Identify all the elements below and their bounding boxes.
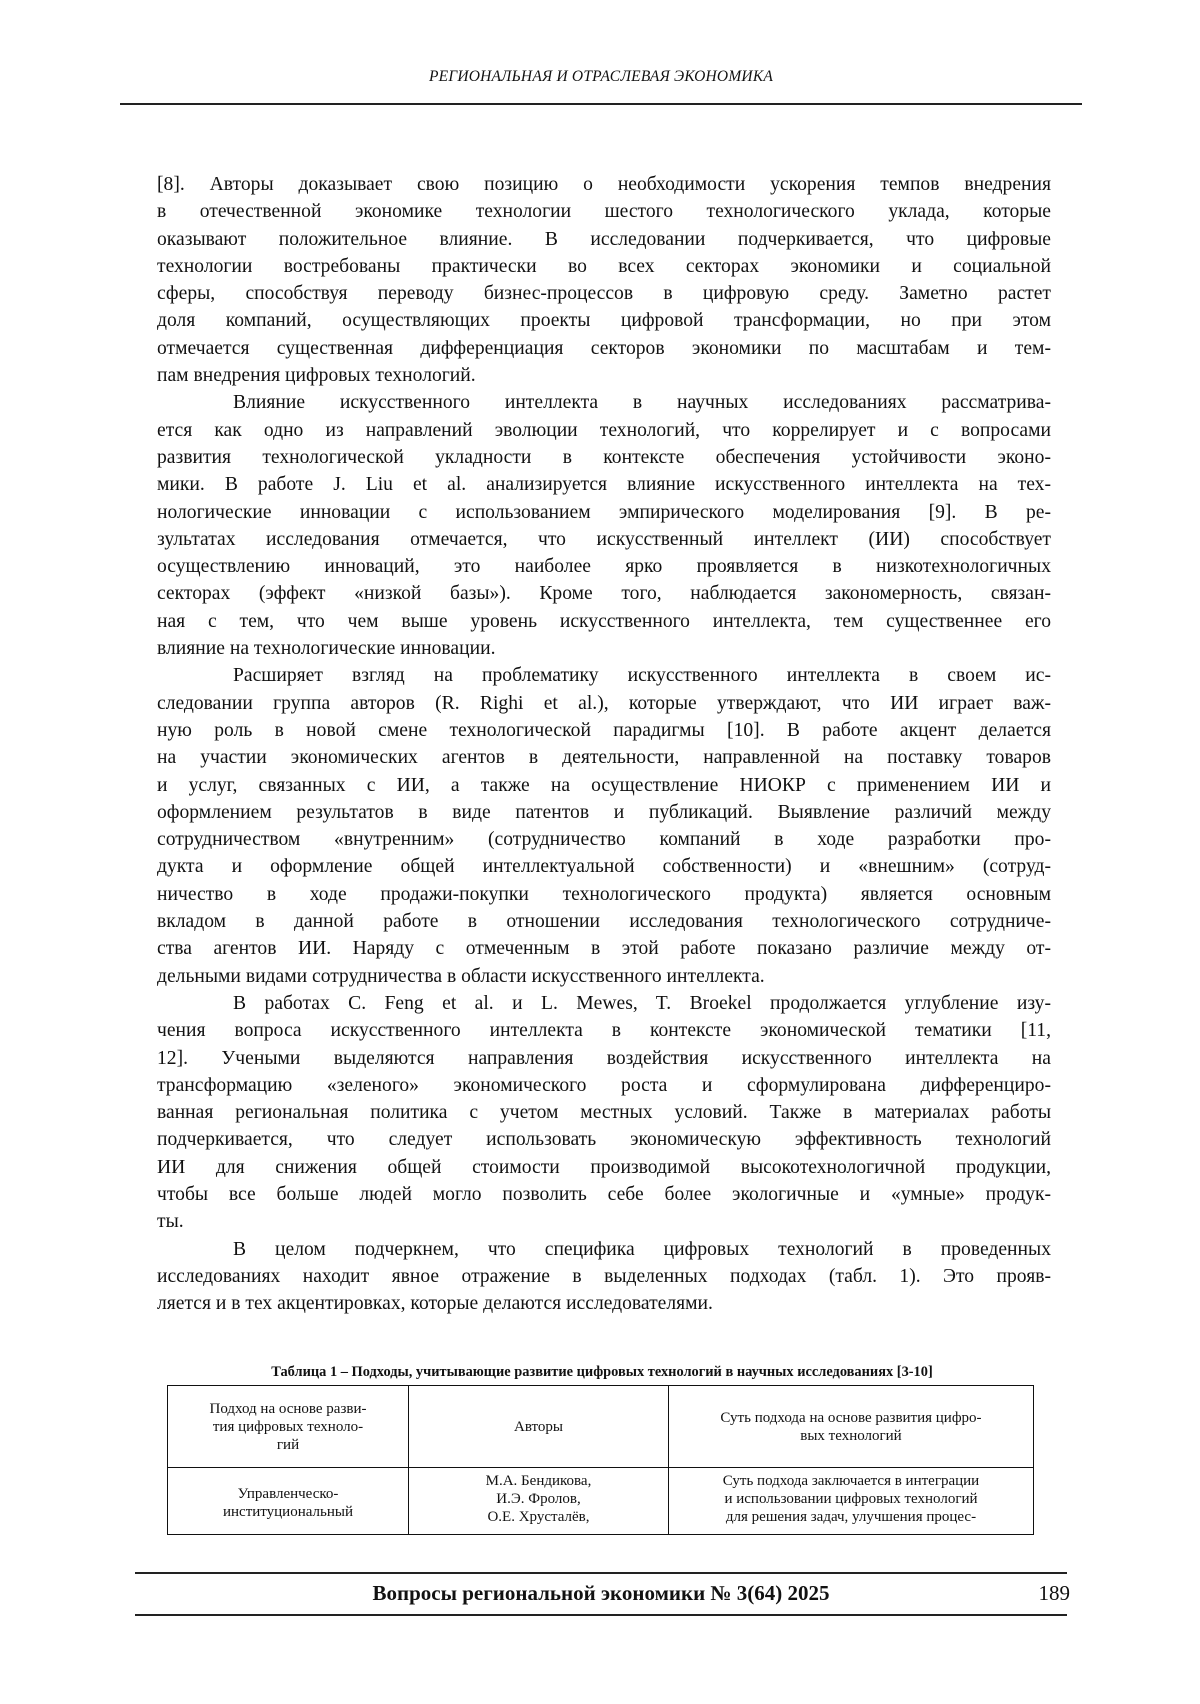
text-line: сотрудничеством «внутренним» (сотрудничество компаний в ходе разработки про- [157,829,1051,851]
text-line: отмечается существенная дифференциация секторов экономики по масштабам и тем- [157,337,1051,359]
text-line: ная с тем, что чем выше уровень искусственного интеллекта, тем существеннее его [157,610,1051,632]
header-approach [168,1386,409,1468]
cell-line: гий [276,1436,300,1453]
approaches-table [167,1385,1034,1535]
text-line: мики. В работе J. Liu et al. анализируется влияние искусственного интеллекта на тех- [157,474,1051,496]
running-head: РЕГИОНАЛЬНАЯ И ОТРАСЛЕВАЯ ЭКОНОМИКА [429,68,773,85]
text-line: исследованиях находит явное отражение в выделенных подходах (табл. 1). Это прояв- [157,1265,1051,1287]
table-header-row [168,1386,1034,1468]
text-line: в отечественной экономике технологии шестого технологического уклада, которые [157,201,1051,223]
text-line: 12]. Учеными выделяются направления воздействия искусственного интеллекта на [157,1047,1051,1069]
text-line: доля компаний, осуществляющих проекты цифровой трансформации, но при этом [157,310,1051,332]
text-line: осуществлению инноваций, это наиболее ярко проявляется в низкотехнологичных [157,556,1051,578]
text-line: секторах (эффект «низкой базы»). Кроме того, наблюдается закономерность, связан- [157,583,1051,605]
paragraph [157,171,1051,389]
text-line: ты. [157,1211,184,1233]
text-line: В работах C. Feng et al. и L. Mewes, T. Broekel продолжается углубление изу- [233,992,1051,1014]
cell-line: Авторы [514,1418,563,1435]
text-line: ную роль в новой смене технологической парадигмы [10]. В работе акцент делается [157,719,1051,741]
text-line: вкладом в данной работе в отношении исследования технологического сотрудниче- [157,911,1051,933]
paragraph [157,1236,1051,1318]
cell-line: О.Е. Хрусталёв, [487,1509,590,1525]
header-authors [409,1386,669,1468]
table-row [168,1468,1034,1535]
journal-title: Вопросы региональной экономики № 3(64) 2025 [372,1581,830,1605]
cell-line: Суть подхода на основе развития цифро- [720,1409,982,1426]
text-line: ется как одно из направлений эволюции технологий, что коррелирует и с вопросами [157,419,1051,441]
cell-essence [669,1468,1034,1535]
header-essence [669,1386,1034,1468]
paragraph [157,990,1051,1236]
text-line: зультатах исследования отмечается, что искусственный интеллект (ИИ) способствует [157,528,1051,550]
text-line: подчеркивается, что следует использовать экономическую эффективность технологий [157,1129,1051,1151]
text-line: влияние на технологические инновации. [157,638,496,660]
text-line: трансформацию «зеленого» экономического роста и сформулирована дифференциро- [157,1074,1051,1096]
page-number: 189 [1038,1581,1070,1605]
text-line: оформлением результатов в виде патентов и публикаций. Выявление различий между [157,801,1051,823]
cell-line: тия цифровых техноло- [212,1418,364,1435]
text-line: дукта и оформление общей интеллектуальной собственности) и «внешним» (сотруд- [157,856,1051,878]
text-line: ванная региональная политика с учетом местных условий. Также в материалах работы [157,1102,1051,1124]
text-line: сферы, способствуя переводу бизнес-процессов в цифровую среду. Заметно растет [157,283,1051,305]
cell-line: институциональный [223,1504,353,1520]
text-line: дельными видами сотрудничества в области искусственного интеллекта. [157,965,765,987]
text-line: развития технологической укладности в контексте обеспечения устойчивости эконо- [157,446,1051,468]
text-line: [8]. Авторы доказывает свою позицию о необходимости ускорения темпов внедрения [157,174,1051,195]
cell-authors [409,1468,669,1535]
cell-line: И.Э. Фролов, [496,1491,581,1507]
text-line: Расширяет взгляд на проблематику искусственного интеллекта в своем ис- [233,665,1051,687]
cell-approach [168,1468,409,1535]
header-rule [120,103,1082,105]
article-body [157,171,1051,1317]
text-line: следовании группа авторов (R. Righi et al.), которые утверждают, что ИИ играет важ- [157,692,1051,714]
paragraph [157,389,1051,662]
text-line: пам внедрения цифровых технологий. [157,365,476,387]
cell-line: Суть подхода заключается в интеграции [722,1473,980,1489]
text-line: чтобы все больше людей могло позволить себе более экологичные и «умные» продук- [157,1183,1051,1205]
text-line: Влияние искусственного интеллекта в научных исследованиях рассматрива- [233,392,1051,414]
table-caption: Таблица 1 – Подходы, учитывающие развитие цифровых технологий в научных исследованиях [3-10] [271,1364,933,1380]
cell-line: для решения задач, улучшения процес- [725,1509,977,1525]
cell-line: вых технологий [800,1427,902,1444]
text-line: ства агентов ИИ. Наряду с отмеченным в этой работе показано различие между от- [157,938,1051,960]
cell-line: Управленческо- [237,1486,339,1502]
footer-rule-bottom [135,1614,1067,1616]
text-line: В целом подчеркнем, что специфика цифровых технологий в проведенных [233,1238,1051,1260]
text-line: нологические инновации с использованием эмпирического моделирования [9]. В ре- [157,501,1051,523]
cell-line: Подход на основе разви- [209,1400,367,1417]
footer-rule-top [135,1572,1067,1574]
text-line: и услуг, связанных с ИИ, а также на осуществление НИОКР с применением ИИ и [157,774,1051,796]
text-line: ИИ для снижения общей стоимости производимой высокотехнологичной продукции, [157,1156,1051,1178]
cell-line: М.А. Бендикова, [485,1473,592,1489]
text-line: оказывают положительное влияние. В исследовании подчеркивается, что цифровые [157,228,1051,250]
text-line: технологии востребованы практически во всех секторах экономики и социальной [157,255,1051,277]
cell-line: и использовании цифровых технологий [724,1491,978,1507]
text-line: ничество в ходе продажи-покупки технологического продукта) является основным [157,883,1051,905]
text-line: чения вопроса искусственного интеллекта в контексте экономической тематики [11, [157,1020,1051,1042]
paragraph [157,662,1051,990]
text-line: на участии экономических агентов в деятельности, направленной на поставку товаров [157,747,1051,769]
text-line: ляется и в тех акцентировках, которые делаются исследователями. [157,1293,713,1315]
